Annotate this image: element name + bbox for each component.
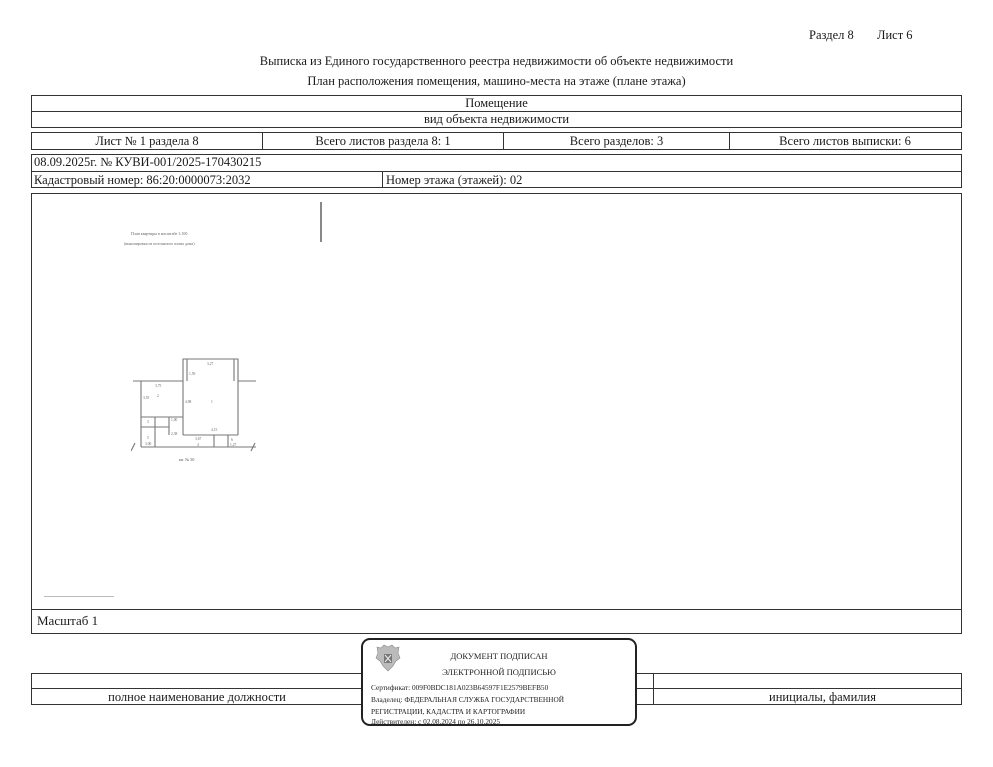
- dim-label: 1,27: [230, 443, 237, 447]
- dim-label: 3,00: [145, 442, 152, 446]
- room-label: 2: [157, 394, 159, 398]
- sheet-of-section: Лист № 1 раздела 8: [95, 134, 199, 148]
- dim-label: 1,00: [171, 418, 178, 422]
- total-sheets-extract: Всего листов выписки: 6: [729, 133, 960, 149]
- object-type-caption: вид объекта недвижимости: [32, 111, 961, 127]
- section-number: Раздел 8: [809, 28, 854, 42]
- name-caption: инициалы, фамилия: [769, 690, 876, 704]
- stamp-title-line2: ЭЛЕКТРОННОЙ ПОДПИСЬЮ: [442, 667, 556, 677]
- signature-divider: [653, 674, 654, 704]
- stamp-title-line1: ДОКУМЕНТ ПОДПИСАН: [450, 651, 548, 661]
- plan-caption-line2: (выкопировка из поэтажного плана дома): [124, 241, 195, 246]
- room-label: 1: [211, 400, 213, 404]
- dim-label: 4,15: [211, 428, 218, 432]
- room-label: 5: [147, 436, 149, 440]
- electronic-signature-stamp: [361, 638, 637, 726]
- total-sheets-section: Всего листов раздела 8: 1: [262, 133, 503, 149]
- dim-label: 3,67: [195, 437, 202, 441]
- dim-label: 3,55: [143, 396, 150, 400]
- position-caption: полное наименование должности: [108, 690, 286, 704]
- object-type-box: [31, 95, 962, 128]
- sheet-info-row: [31, 132, 962, 150]
- apartment-label: кв. № 50: [179, 457, 195, 462]
- stamp-owner-line1: Владелец: ФЕДЕРАЛЬНАЯ СЛУЖБА ГОСУДАРСТВЕННОЙ: [371, 695, 564, 704]
- apartment-floor-plan-drawing: [131, 355, 261, 465]
- stamp-owner-line2: РЕГИСТРАЦИИ, КАДАСТРА И КАРТОГРАФИИ: [371, 707, 526, 716]
- document-title: Выписка из Единого государственного реестра недвижимости об объекте недвижимости: [259, 54, 734, 68]
- floor-plan-area: [31, 193, 962, 610]
- dim-label: 1,59: [189, 372, 196, 376]
- extract-date-number: 08.09.2025г. № КУВИ-001/2025-170430215: [34, 155, 262, 169]
- total-sections: Всего разделов: 3: [503, 133, 729, 149]
- floor-number: Номер этажа (этажей): 02: [382, 172, 960, 187]
- cadastral-number: Кадастровый номер: 86:20:0000073:2032: [34, 173, 251, 187]
- record-info-box: [31, 154, 962, 188]
- scan-edge-line: [320, 202, 322, 242]
- stamp-validity: Действителен: с 02.08.2024 по 26.10.2025: [371, 717, 500, 726]
- document-subtitle: План расположения помещения, машино-места на этаже (плане этажа): [307, 74, 686, 88]
- dim-label: 3,75: [155, 384, 162, 388]
- record-second-row: [32, 171, 961, 187]
- room-label: 3: [147, 420, 149, 424]
- dim-label: 2,38: [171, 432, 178, 436]
- floor-plan-image: [38, 200, 322, 600]
- room-label: 6: [231, 438, 233, 442]
- sheet-number: Лист 6: [877, 28, 913, 42]
- plan-caption-line1: План квартиры в масштабе 1:100: [131, 231, 188, 236]
- dim-label: 4,98: [185, 400, 192, 404]
- scale-row: [31, 609, 962, 634]
- object-type-value: Помещение: [465, 96, 528, 110]
- room-label: 4: [197, 443, 199, 447]
- stamp-certificate: Сертификат: 009F0BDC181A023B64597F1E2579BEFB50: [371, 683, 549, 692]
- scan-bottom-line: [44, 596, 114, 597]
- dim-label: 3,27: [207, 362, 214, 366]
- scale-label: Масштаб 1: [32, 609, 961, 632]
